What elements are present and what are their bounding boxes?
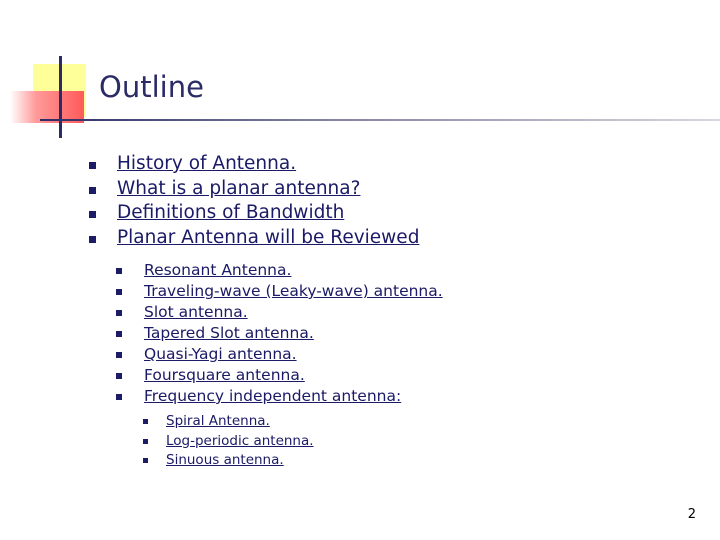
list-item — [116, 302, 443, 323]
list-item — [89, 152, 419, 177]
outline-link[interactable]: Traveling-wave (Leaky-wave) antenna. — [144, 282, 443, 300]
square-bullet-icon — [89, 187, 96, 194]
square-bullet-icon — [116, 394, 122, 400]
slide-title: Outline — [99, 70, 204, 104]
outline-link[interactable]: Frequency independent antenna: — [144, 387, 402, 405]
outline-link[interactable]: Tapered Slot antenna. — [144, 324, 314, 342]
outline-list-level2 — [116, 260, 443, 407]
outline-link[interactable]: Slot antenna. — [144, 303, 248, 321]
list-item — [143, 451, 314, 471]
outline-link[interactable]: Foursquare antenna. — [144, 366, 305, 384]
list-item — [89, 226, 419, 251]
list-item — [143, 412, 314, 432]
title-underline — [40, 119, 720, 121]
square-bullet-icon — [116, 289, 122, 295]
list-item — [116, 260, 443, 281]
outline-link[interactable]: Sinuous antenna. — [166, 452, 284, 468]
list-item — [116, 281, 443, 302]
outline-link[interactable]: Resonant Antenna. — [144, 261, 292, 279]
outline-link[interactable]: Quasi-Yagi antenna. — [144, 345, 297, 363]
list-item — [143, 432, 314, 452]
outline-list-level1 — [89, 152, 419, 250]
square-bullet-icon — [143, 419, 148, 424]
list-item — [89, 201, 419, 226]
list-item — [116, 365, 443, 386]
square-bullet-icon — [89, 162, 96, 169]
square-bullet-icon — [116, 310, 122, 316]
page-number: 2 — [687, 507, 696, 522]
list-item — [116, 344, 443, 365]
outline-link[interactable]: Definitions of Bandwidth — [117, 202, 345, 223]
logo-vertical-line — [59, 56, 62, 138]
outline-link[interactable]: History of Antenna. — [117, 153, 297, 174]
square-bullet-icon — [116, 373, 122, 379]
outline-link[interactable]: Spiral Antenna. — [166, 413, 270, 429]
square-bullet-icon — [116, 331, 122, 337]
list-item — [116, 386, 443, 407]
square-bullet-icon — [143, 439, 148, 444]
outline-link[interactable]: Log-periodic antenna. — [166, 432, 314, 449]
outline-link[interactable]: Planar Antenna will be Reviewed — [117, 226, 420, 248]
outline-link[interactable]: What is a planar antenna? — [117, 177, 361, 199]
list-item — [116, 323, 443, 344]
square-bullet-icon — [89, 236, 96, 243]
square-bullet-icon — [89, 211, 96, 218]
square-bullet-icon — [143, 458, 148, 463]
list-item — [89, 177, 419, 202]
square-bullet-icon — [116, 268, 122, 274]
outline-list-level3 — [143, 412, 314, 471]
square-bullet-icon — [116, 352, 122, 358]
